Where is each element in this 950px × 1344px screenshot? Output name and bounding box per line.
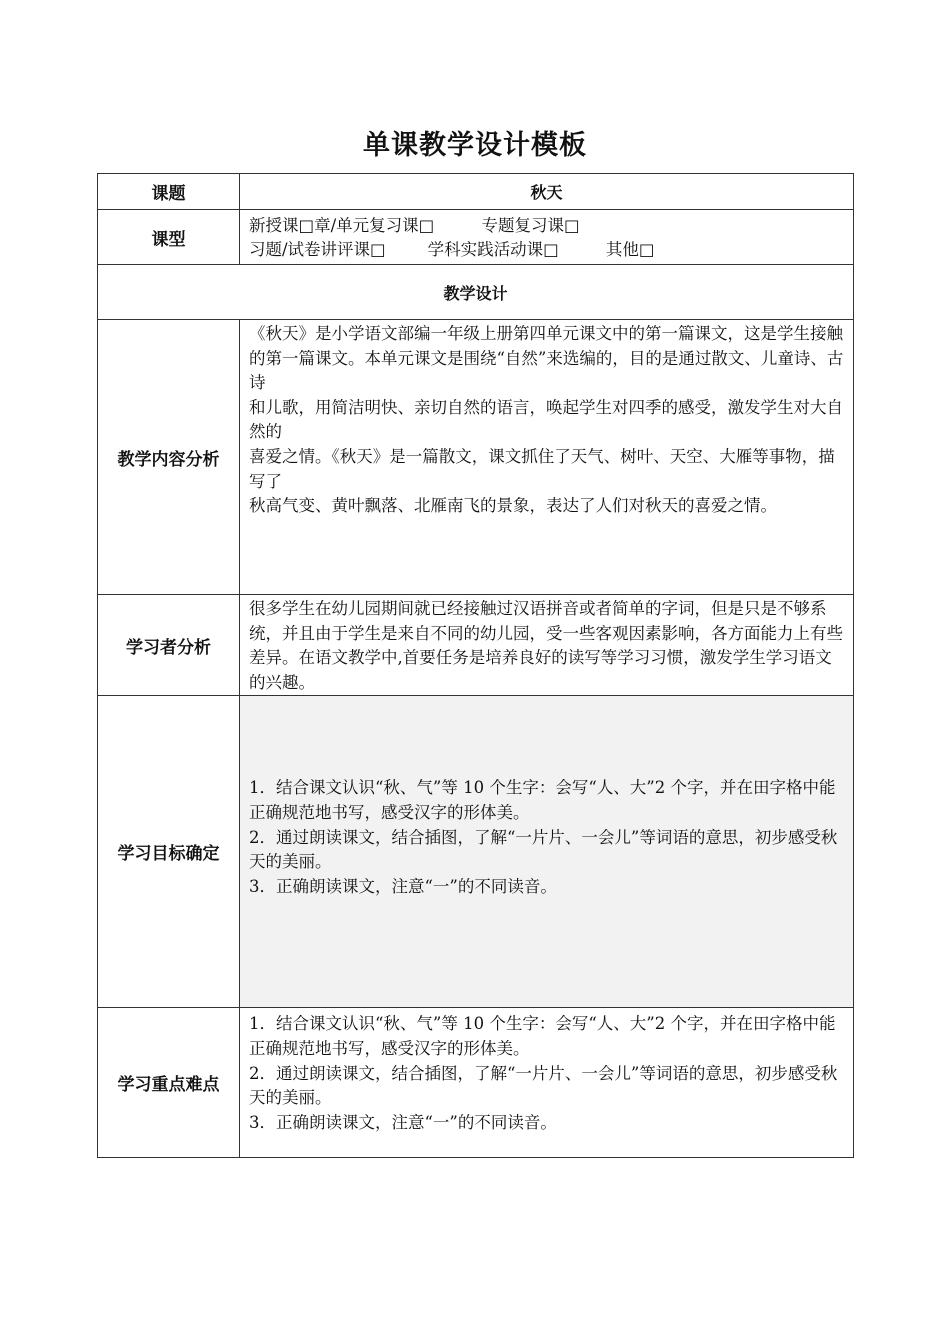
content-analysis-row xyxy=(98,320,854,595)
document-title: 单课教学设计模板 xyxy=(363,130,587,161)
lesson-type-row xyxy=(98,210,854,265)
design-header-row xyxy=(98,265,854,320)
learner-analysis-label: 学习者分析 xyxy=(98,595,240,696)
content-analysis-label: 教学内容分析 xyxy=(98,320,240,595)
learner-analysis-row xyxy=(98,595,854,696)
learning-goals-label: 学习目标确定 xyxy=(98,696,240,1008)
content-line: 喜爱之情。《秋天》是一篇散文，课文抓住了天气、树叶、天空、大雁等事物，描写了 xyxy=(249,446,835,491)
design-header: 教学设计 xyxy=(98,265,854,320)
key-item: 2．通过朗读课文，结合插图，了解“一片片、一会儿”等词语的意思，初步感受秋天的美丽。 xyxy=(249,1063,838,1108)
key-points-label: 学习重点难点 xyxy=(98,1008,240,1158)
key-item: 3．正确朗读课文，注意“一”的不同读音。 xyxy=(249,1112,557,1132)
learner-paragraph: 很多学生在幼儿园期间就已经接触过汉语拼音或者简单的字词，但是只是不够系统，并且由于学生是来自不同的幼儿园，受一些客观因素影响，各方面能力上有些差异。在语文教学中,首要任务是培养良好的读写等学习习惯，激发学生学习语文的兴趣。 xyxy=(249,599,843,692)
content-line: 的第一篇课文。本单元课文是围绕“自然”来选编的，目的是通过散文、儿童诗、古诗 xyxy=(249,348,844,393)
lesson-plan-table xyxy=(97,173,854,1158)
content-line: 《秋天》是小学语文部编一年级上册第四单元课文中的第一篇课文，这是学生接触 xyxy=(249,324,843,343)
topic-row xyxy=(98,174,854,210)
lesson-type-line-1: 新授课□章/单元复习课□ 专题复习课□ xyxy=(249,216,580,235)
content-line: 秋高气变、黄叶飘落、北雁南飞的景象，表达了人们对秋天的喜爱之情。 xyxy=(249,496,777,516)
goal-item: 1．结合课文认识“秋、气”等 10 个生字：会写“人、大”2 个字，并在田字格中能正确规范地书写，感受汉字的形体美。 xyxy=(249,778,836,822)
content-analysis-text xyxy=(240,320,854,595)
learner-analysis-text xyxy=(240,595,854,696)
content-line: 和儿歌，用简洁明快、亲切自然的语言，唤起学生对四季的感受，激发学生对大自然的 xyxy=(249,397,843,442)
learning-goals-row xyxy=(98,696,854,1008)
key-points-row xyxy=(98,1008,854,1158)
lesson-type-line-2: 习题/试卷讲评课□ 学科实践活动课□ 其他□ xyxy=(249,240,655,259)
key-points-text xyxy=(240,1008,854,1158)
learning-goals-text xyxy=(240,696,854,1008)
goal-item: 2．通过朗读课文，结合插图，了解“一片片、一会儿”等词语的意思，初步感受秋天的美丽。 xyxy=(249,827,838,872)
topic-value: 秋天 xyxy=(240,174,854,210)
topic-label: 课题 xyxy=(98,174,240,210)
lesson-type-label: 课型 xyxy=(98,210,240,265)
goal-item: 3．正确朗读课文，注意“一”的不同读音。 xyxy=(249,876,557,896)
lesson-type-options xyxy=(240,210,854,265)
key-item: 1．结合课文认识“秋、气”等 10 个生字：会写“人、大”2 个字，并在田字格中能正确规范地书写，感受汉字的形体美。 xyxy=(249,1014,836,1058)
